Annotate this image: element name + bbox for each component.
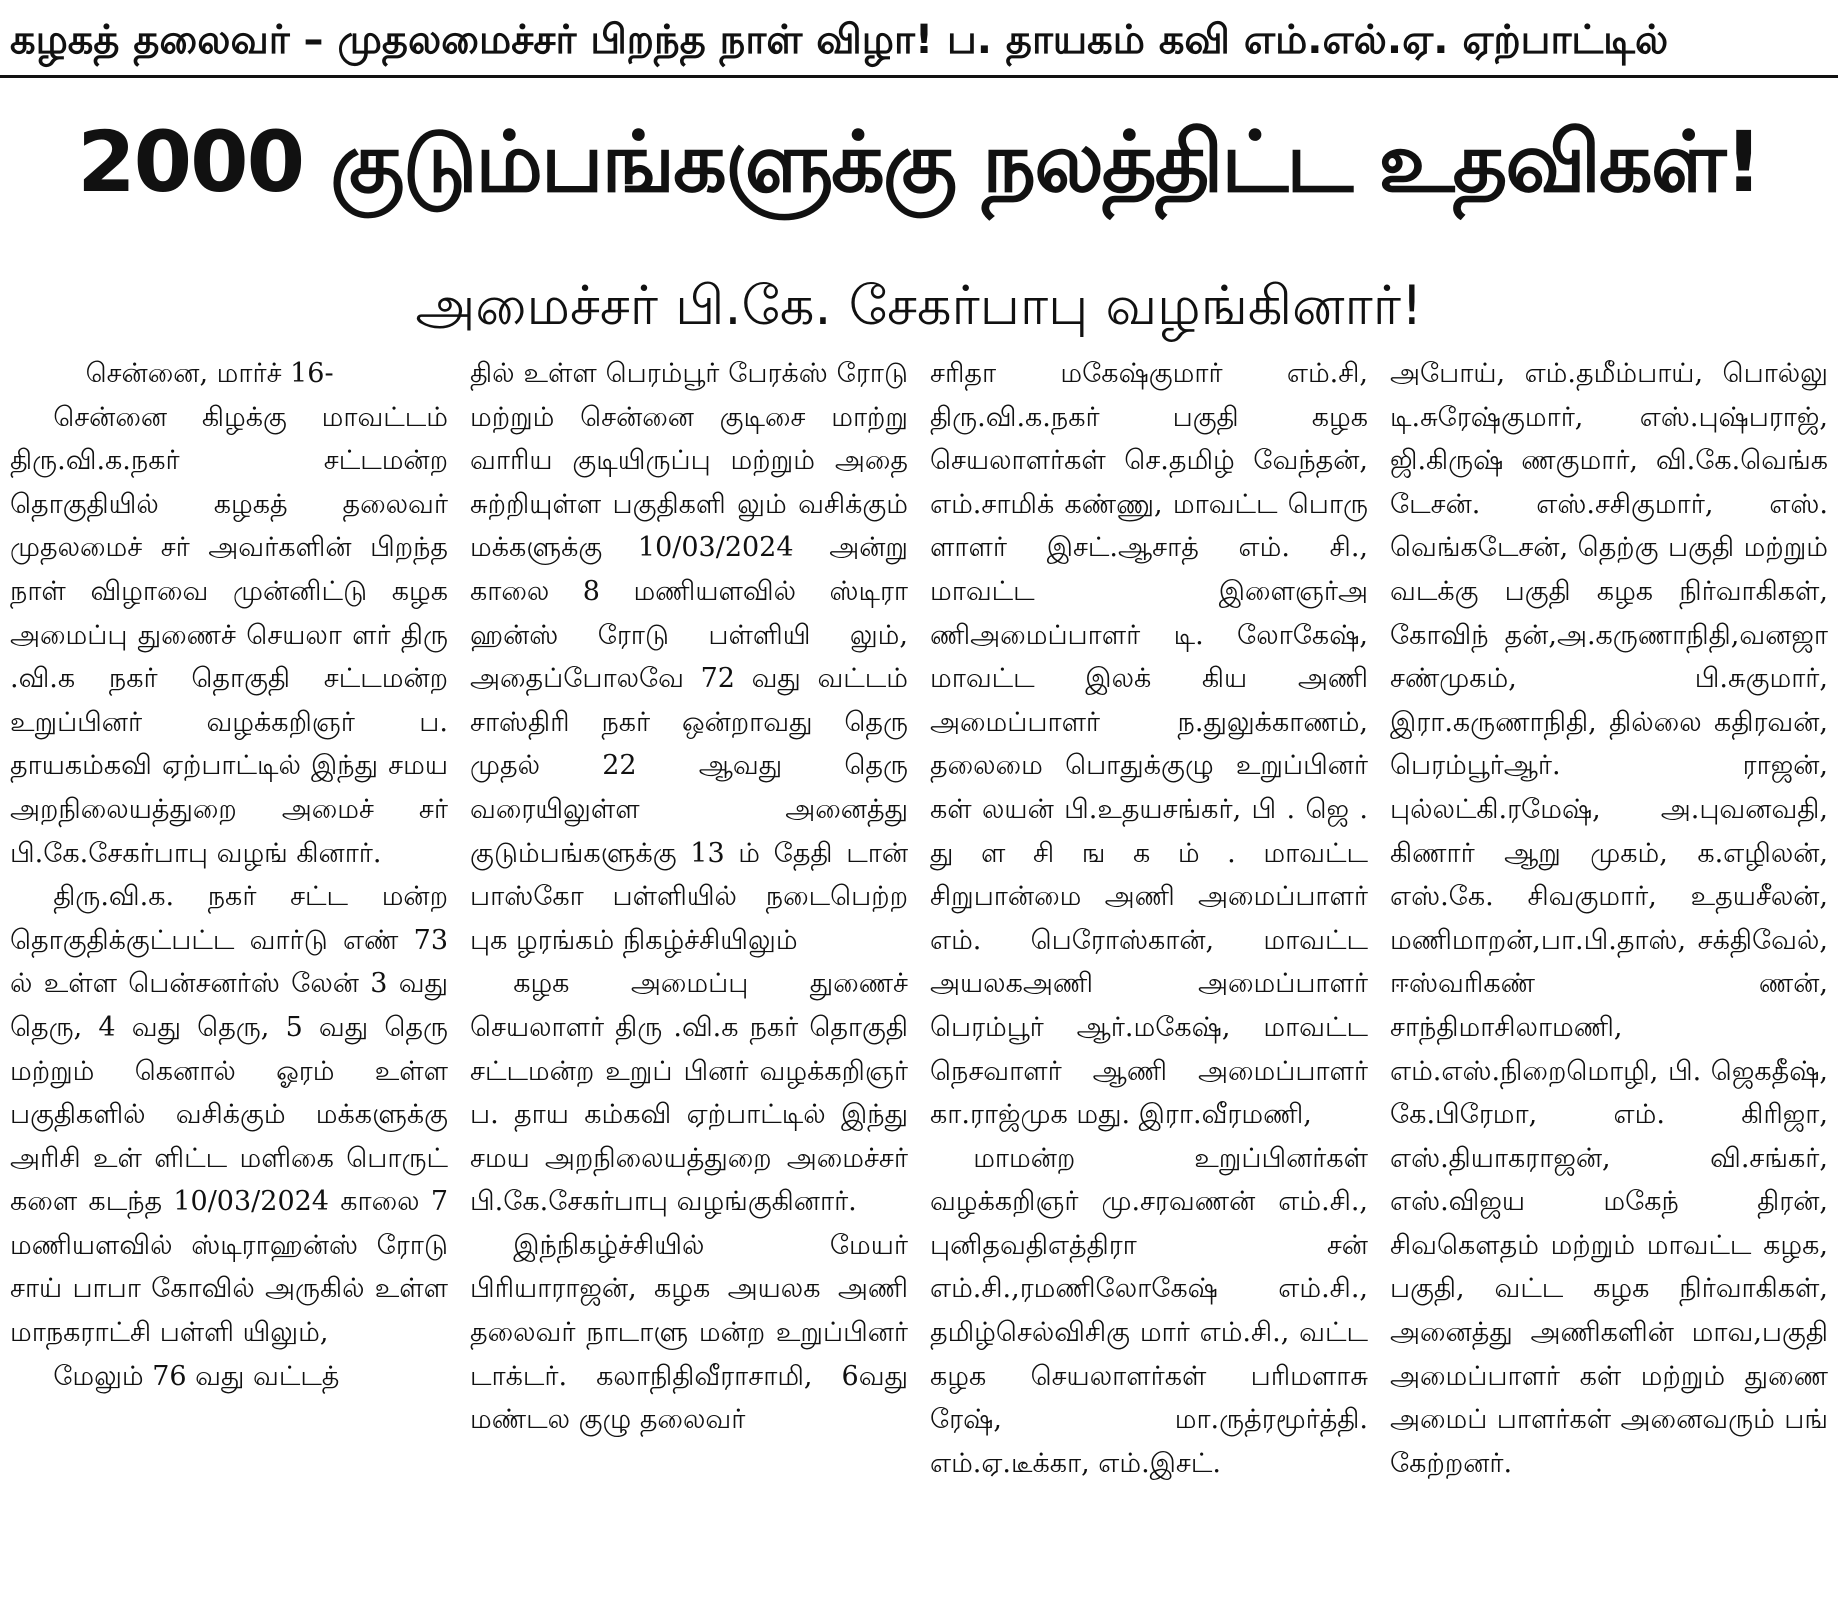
article-paragraph: சென்னை கிழக்கு மாவட்டம் திரு.வி.க.நகர் சட்டமன்ற தொகுதியில் கழகத் தலைவர் முதலமைச் சர் அவர்களின் பிறந்த நாள் விழாவை முன்னிட்டு கழக அமைப்பு துணைச் செயலா ளர் திரு .வி.க நகர் தொகுதி சட்டமன்ற உறுப்பினர் வழக்கறிஞர் ப. தாயகம்கவி ஏற்பாட்டில் இந்து சமய அறநிலையத்துறை அமைச் சர் பி.கே.சேகர்பாபு வழங் கினார். [10, 401, 448, 869]
article-paragraph: தில் உள்ள பெரம்பூர் பேரக்ஸ் ரோடு மற்றும் சென்னை குடிசை மாற்று வாரிய குடியிருப்பு மற்றும் அதை சுற்றியுள்ள பகுதிகளி லும் வசிக்கும் மக்களுக்கு 10/03/2024 அன்று காலை 8 மணியளவில் ஸ்டிரா ஹன்ஸ் ரோடு பள்ளியி லும், அதைப்போலவே 72 வது வட்டம் சாஸ்திரி நகர் ஒன்றாவது தெரு முதல் 22 ஆவது தெரு வரையிலுள்ள அனைத்து குடும்பங்களுக்கு 13 ம் தேதி டான் பாஸ்கோ பள்ளியில் நடைபெற்ற புக ழரங்கம் நிகழ்ச்சியிலும் [470, 358, 908, 956]
kicker-headline: கழகத் தலைவர் – முதலமைச்சர் பிறந்த நாள் விழா! ப. தாயகம் கவி எம்.எல்.ஏ. ஏற்பாட்டில் [0, 0, 1838, 78]
article-paragraph: மாமன்ற உறுப்பினர்கள் வழக்கறிஞர் மு.சரவணன் எம்.சி., புனிதவதிஎத்திரா சன் எம்.சி.,ரமணிலோகேஷ் எம்.சி., தமிழ்செல்விசிகு மார் எம்.சி., வட்ட கழக செயலாளர்கள் பரிமளாசு ரேஷ், மா.ருத்ரமூர்த்தி. எம்.ஏ.டீக்கா, எம்.இசட். [930, 1142, 1368, 1479]
subheadline: அமைச்சர் பி.கே. சேகர்பாபு வழங்கினார்! [415, 274, 1423, 337]
article-column-3 [930, 352, 1368, 1597]
article-paragraph: மேலும் 76 வது வட்டத் [53, 1360, 340, 1392]
article-column-2 [470, 352, 908, 1597]
article-column-1 [10, 352, 448, 1597]
article-paragraph: அபோய், எம்.தமீம்பாய், பொல்லு டி.சுரேஷ்குமார், எஸ்.புஷ்பராஜ், ஜி.கிருஷ் ணகுமார், வி.கே.வெங்க டேசன். எஸ்.சசிகுமார், எஸ். வெங்கடேசன், தெற்கு பகுதி மற்றும் வடக்கு பகுதி கழக நிர்வாகிகள், கோவிந் தன்,அ.கருணாநிதி,வனஜா சண்முகம், பி.சுகுமார், இரா.கருணாநிதி, தில்லை கதிரவன், பெரம்பூர்ஆர். ராஜன், புல்லட்கி.ரமேஷ், அ.புவனவதி, கிணார் ஆறு முகம், க.எழிலன், எஸ்.கே. சிவகுமார், உதயசீலன், மணிமாறன்,பா.பி.தாஸ், சக்திவேல், ஈஸ்வரிகண் ணன், சாந்திமாசிலாமணி, எம்.எஸ்.நிறைமொழி, பி. ஜெகதீஷ், கே.பிரேமா, எம். கிரிஜா, எஸ்.தியாகராஜன், வி.சங்கர், எஸ்.விஜய மகேந் திரன், சிவகௌதம் மற்றும் மாவட்ட கழக, பகுதி, வட்ட கழக நிர்வாகிகள், அனைத்து அணிகளின் மாவ,பகுதி அமைப்பாளர் கள் மற்றும் துணை அமைப் பாளர்கள் அனைவரும் பங் கேற்றனர். [1390, 358, 1828, 1479]
article-body [10, 352, 1828, 1597]
article-paragraph: கழக அமைப்பு துணைச் செயலாளர் திரு .வி.க நகர் தொகுதி சட்டமன்ற உறுப் பினர் வழக்கறிஞர் ப. தாய கம்கவி ஏற்பாட்டில் இந்து சமய அறநிலையத்துறை அமைச்சர் பி.கே.சேகர்பாபு வழங்குகினார். [470, 968, 908, 1218]
main-headline: 2000 குடும்பங்களுக்கு நலத்திட்ட உதவிகள்! [77, 113, 1761, 211]
article-paragraph: சரிதா மகேஷ்குமார் எம்.சி, திரு.வி.க.நகர் பகுதி கழக செயலாளர்கள் செ.தமிழ் வேந்தன், எம்.சாமிக் கண்ணு, மாவட்ட பொரு ளாளர் இசட்.ஆசாத் எம். சி., மாவட்ட இளைஞர்அ ணிஅமைப்பாளர் டி. லோகேஷ், மாவட்ட இலக் கிய அணி அமைப்பாளர் ந.துலுக்காணம், தலைமை பொதுக்குழு உறுப்பினர் கள் லயன் பி.உதயசங்கர், பி . ஜெ . து ள சி ங க ம் . மாவட்ட சிறுபான்மை அணி அமைப்பாளர் எம். பெரோஸ்கான், மாவட்ட அயலகஅணி அமைப்பாளர் பெரம்பூர் ஆர்.மகேஷ், மாவட்ட நெசவாளர் ஆணி அமைப்பாளர் கா.ராஜ்முக மது. இரா.வீரமணி, [930, 358, 1368, 1131]
article-column-4 [1390, 352, 1828, 1597]
article-paragraph: இந்நிகழ்ச்சியில் மேயர் பிரியாராஜன், கழக அயலக அணி தலைவர் நாடாளு மன்ற உறுப்பினர் டாக்டர். கலாநிதிவீராசாமி, 6வது மண்டல குழு தலைவர் [470, 1229, 908, 1436]
article-paragraph: திரு.வி.க. நகர் சட்ட மன்ற தொகுதிக்குட்பட்ட வார்டு எண் 73 ல் உள்ள பென்சனர்ஸ் லேன் 3 வது தெரு, 4 வது தெரு, 5 வது தெரு மற்றும் கெனால் ஓரம் உள்ள பகுதிகளில் வசிக்கும் மக்களுக்கு அரிசி உள் ளிட்ட மளிகை பொருட் களை கடந்த 10/03/2024 காலை 7 மணியளவில் ஸ்டிராஹன்ஸ் ரோடு சாய் பாபா கோவில் அருகில் உள்ள மாநகராட்சி பள்ளி யிலும், [10, 881, 448, 1349]
dateline: சென்னை, மார்ச் 16- [85, 358, 334, 389]
